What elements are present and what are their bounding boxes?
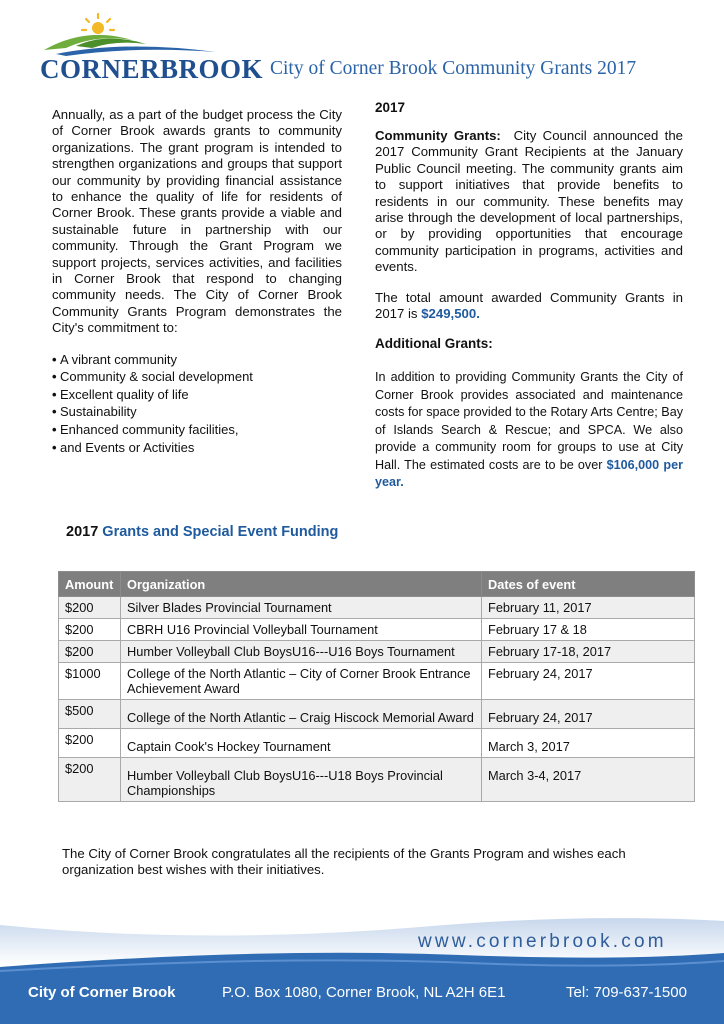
footer-phone: Tel: 709-637-1500 xyxy=(566,984,687,1001)
additional-grants-paragraph: In addition to providing Community Grants the City of Corner Brook provides associated and maintenance costs for space provided to the Rotary Arts Centre; Bay of Islands Search & Rescue; and SPCA. We also provide a community room for groups to use at City Hall. The estimated costs are to be over $106,000 per year. xyxy=(375,370,684,489)
amount-cell: $200 xyxy=(59,619,121,641)
table-row xyxy=(59,663,695,700)
table-row xyxy=(59,619,695,641)
date-cell: March 3-4, 2017 xyxy=(482,758,695,802)
grants-table xyxy=(58,571,695,802)
amount-cell: $1000 xyxy=(59,663,121,700)
list-item: • Community & social development xyxy=(52,369,253,385)
bullet-icon: • xyxy=(52,386,57,402)
date-cell: February 24, 2017 xyxy=(482,663,695,700)
bullet-icon: • xyxy=(52,439,57,455)
column-header-dates: Dates of event xyxy=(482,572,695,597)
community-grants-paragraph: Community Grants: City Council announced the 2017 Community Grant Recipients at the January Public Council meeting. The community grants aim to support initiatives that provide benefits to residents in our community. These benefits may arise through the development of local partnerships, or by providing opportunities that encourage community participation in programs, activities and events. xyxy=(375,128,684,275)
year-heading: 2017 xyxy=(375,100,406,115)
additional-amount: $106,000 per year. xyxy=(375,457,684,489)
intro-paragraph: Annually, as a part of the budget process the City of Corner Brook awards grants to community organizations. The grant program is intended to strengthen organizations and groups that support our community by providing financial assistance to enhance the quality of life for residents of Corner Brook. These grants provide a viable and sustainable future in partnership with our community. Through the Grant Program we support projects, services activities, and facilities in Corner Brook that respond to changing community needs. The City of Corner Brook Community Grants Program demonstrates the City's commitment to: xyxy=(52,107,342,336)
footer-banner xyxy=(0,905,724,1024)
grants-info-section xyxy=(375,100,683,491)
column-header-amount: Amount xyxy=(59,572,121,597)
amount-cell: $500 xyxy=(59,700,121,729)
community-grants-label: Community Grants: xyxy=(375,128,501,143)
list-item: • and Events or Activities xyxy=(52,439,195,455)
list-item: • Sustainability xyxy=(52,404,137,420)
footer-org-name: City of Corner Brook xyxy=(28,984,176,1001)
bullet-icon: • xyxy=(52,369,57,385)
list-item: • A vibrant community xyxy=(52,351,178,367)
intro-section xyxy=(52,107,342,456)
total-awarded-paragraph: The total amount awarded Community Grants in 2017 is $249,500. xyxy=(375,289,683,322)
date-cell: February 17-18, 2017 xyxy=(482,641,695,663)
logo-wordmark: CORNERBROOK xyxy=(40,54,264,84)
organization-cell: CBRH U16 Provincial Volleyball Tournament xyxy=(121,619,482,641)
organization-cell: Silver Blades Provincial Tournament xyxy=(121,597,482,619)
table-row xyxy=(59,700,695,729)
table-row xyxy=(59,758,695,802)
amount-cell: $200 xyxy=(59,729,121,758)
total-amount: $249,500. xyxy=(421,306,480,322)
commitment-list xyxy=(52,351,342,457)
organization-cell: Captain Cook's Hockey Tournament xyxy=(121,729,482,758)
congratulations-paragraph: The City of Corner Brook congratulates all the recipients of the Grants Program and wishes each organization best wishes with their initiatives. xyxy=(62,846,626,878)
amount-cell: $200 xyxy=(59,758,121,802)
date-cell: February 11, 2017 xyxy=(482,597,695,619)
table-row xyxy=(59,597,695,619)
organization-cell: College of the North Atlantic – City of Corner Brook Entrance Achievement Award xyxy=(121,663,482,700)
amount-cell: $200 xyxy=(59,641,121,663)
date-cell: February 17 & 18 xyxy=(482,619,695,641)
table-header-row xyxy=(59,572,695,597)
page-title: City of Corner Brook Community Grants 2017 xyxy=(270,58,637,79)
table-title: 2017 Grants and Special Event Funding xyxy=(66,524,339,540)
table-row xyxy=(59,729,695,758)
table-row xyxy=(59,641,695,663)
website-link[interactable]: www.cornerbrook.com xyxy=(418,931,667,952)
bullet-icon: • xyxy=(52,351,57,367)
date-cell: February 24, 2017 xyxy=(482,700,695,729)
bullet-icon: • xyxy=(52,404,57,420)
city-logo xyxy=(36,10,264,84)
footer-wave-graphic xyxy=(0,905,724,1024)
column-header-organization: Organization xyxy=(121,572,482,597)
bullet-icon: • xyxy=(52,422,57,438)
additional-grants-heading: Additional Grants: xyxy=(375,336,493,352)
list-item: • Enhanced community facilities, xyxy=(52,422,239,438)
amount-cell: $200 xyxy=(59,597,121,619)
date-cell: March 3, 2017 xyxy=(482,729,695,758)
footer-address: P.O. Box 1080, Corner Brook, NL A2H 6E1 xyxy=(222,984,506,1001)
organization-cell: Humber Volleyball Club BoysU16---U16 Boys Tournament xyxy=(121,641,482,663)
organization-cell: College of the North Atlantic – Craig Hiscock Memorial Award xyxy=(121,700,482,729)
organization-cell: Humber Volleyball Club BoysU16---U18 Boys Provincial Championships xyxy=(121,758,482,802)
list-item: • Excellent quality of life xyxy=(52,386,189,402)
